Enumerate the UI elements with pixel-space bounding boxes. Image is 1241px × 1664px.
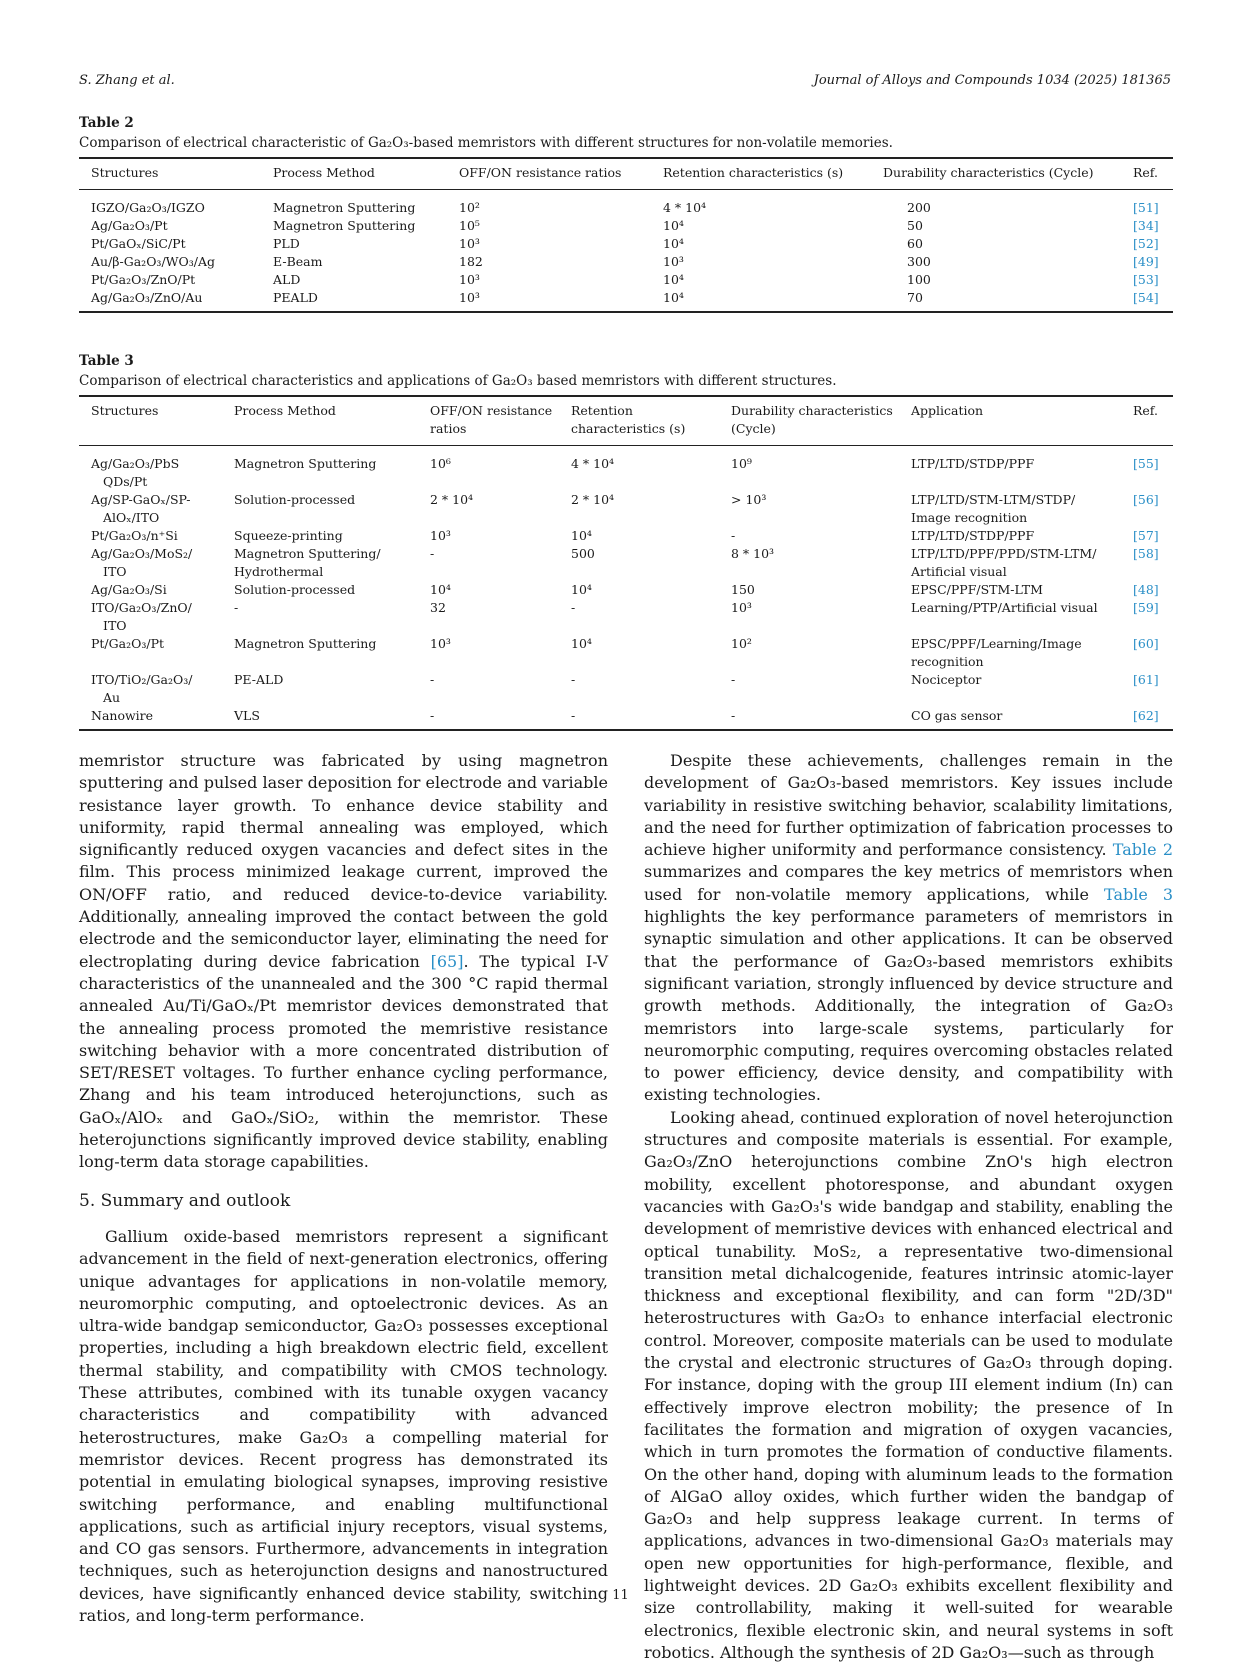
table-cell [559,707,719,730]
table-cell: PEALD [273,290,318,305]
cell-line: 8 * 10³ [731,546,775,561]
table-cell: Au/β-Ga₂O₃/WO₃/Ag [91,254,216,269]
cell-line: [57] [1133,528,1159,543]
table-cell [559,599,719,635]
cell-line: Ag/Ga₂O₃/PbS [91,456,180,471]
table-cell: 50 [907,218,923,233]
table-cell [899,527,1121,545]
table-cell [418,446,559,492]
cell-line: Magnetron Sputtering [234,456,377,471]
cell-line: Solution-processed [234,492,356,507]
table2-header-cell: OFF/ON resistance ratios [447,158,651,190]
table-row [79,545,1173,581]
table-cell [418,599,559,635]
table3-header-cell: Application [899,396,1121,446]
citation-link[interactable] [1121,527,1173,545]
cell-line: - [731,672,736,687]
table-cell: 10⁴ [663,272,684,287]
left-paragraph-2: Gallium oxide-based memristors represent a significant advancement in the field of next-generation electronics, offering unique advantages for applications in non-volatile memory, neuromorphic computing, and optoelectronic devices. As an ultra-wide bandgap semiconductor, Ga₂O₃ possesses exceptional properties, including a high breakdown electric field, excellent thermal stability, and compatibility with CMOS technology. These attributes, combined with its tunable oxygen vacancy characteristics and compatibility with advanced heterostructures, make Ga₂O₃ a compelling material for memristor devices. Recent progress has demonstrated its potential in emulating biological synapses, improving resistive switching performance, and enabling multifunctional applications, such as artificial injury receptors, visual systems, and CO gas sensors. Furthermore, advancements in integration techniques, such as heterojunction designs and nanostructured devices, have significantly enhanced device stability, switching ratios, and long-term performance. [79,1226,608,1625]
table3-link[interactable]: Table 3 [1104,884,1174,904]
table-cell [79,446,222,492]
cell-line: 2 * 10⁴ [571,492,615,507]
table-cell: 70 [907,290,923,305]
table-cell [719,599,899,635]
table-row [79,253,1173,271]
cell-line: 10⁴ [430,582,451,597]
cell-line: 10⁴ [571,636,592,651]
table-cell [899,707,1121,730]
table-row [79,289,1173,312]
cell-line: Squeeze-printing [234,528,343,543]
cell-line: - [571,708,576,723]
cell-line: ITO [103,618,127,633]
table-cell [79,545,222,581]
cell-line: - [571,600,576,615]
table-cell: PLD [273,236,300,251]
table-cell: 182 [459,254,483,269]
table-cell: 300 [907,254,931,269]
cell-line: 4 * 10⁴ [571,456,615,471]
table2-header-row [79,158,1173,190]
table-cell: E-Beam [273,254,323,269]
citation-link[interactable] [1121,635,1173,671]
table-cell [719,527,899,545]
table-cell [79,527,222,545]
cell-line: - [430,708,435,723]
cell-line: 10⁶ [430,456,451,471]
cell-line: 32 [430,600,446,615]
section-heading: 5. Summary and outlook [79,1190,291,1211]
cell-line: [58] [1133,546,1159,561]
table-cell [222,545,418,581]
table-cell [418,707,559,730]
cell-line: EPSC/PPF/Learning/Image [911,636,1082,651]
table3-header-cell: Retention characteristics (s) [559,396,719,446]
cell-line: Solution-processed [234,582,356,597]
cell-line: 150 [731,582,755,597]
table-cell: 10³ [459,236,480,251]
table-row [79,235,1173,253]
citation-link[interactable]: [34] [1133,218,1159,233]
cell-line: - [571,672,576,687]
table-row [79,599,1173,635]
table-cell [222,707,418,730]
table-cell [719,545,899,581]
table-cell [719,491,899,527]
cell-line: Learning/PTP/Artificial visual [911,600,1098,615]
table-cell: Magnetron Sputtering [273,218,416,233]
citation-link[interactable]: [54] [1133,290,1159,305]
table-cell [719,707,899,730]
cell-line: LTP/LTD/STDP/PPF [911,456,1035,471]
table3-header-cell: Ref. [1121,396,1173,446]
cell-line: QDs/Pt [103,474,148,489]
cell-line: AlOₓ/ITO [103,510,160,525]
cell-line: Nociceptor [911,672,982,687]
cell-line: Au [103,690,121,705]
cell-line: Image recognition [911,510,1028,525]
cell-line: - [731,708,736,723]
table-cell: 10³ [663,254,684,269]
table-cell [79,671,222,707]
citation-link[interactable] [1121,545,1173,581]
cell-line: 10⁴ [571,582,592,597]
table-row [79,671,1173,707]
table-cell: IGZO/Ga₂O₃/IGZO [91,200,205,215]
cell-line: 10³ [430,636,451,651]
table-cell [899,545,1121,581]
table-cell [559,671,719,707]
table-cell [899,599,1121,635]
table-cell: Magnetron Sputtering [273,200,416,215]
table2-caption: Comparison of electrical characteristic of Ga₂O₃-based memristors with different structures for non-volatile memories. [79,135,893,151]
table-cell [79,581,222,599]
cell-line: 10⁹ [731,456,752,471]
right-p1-text-c: highlights the key performance parameters of memristors in synaptic simulation and other applications. It can be observed that the performance of Ga₂O₃-based memristors exhibits significant variation, strongly influenced by device structure and growth methods. Additionally, the integration of Ga₂O₃ memristors into large-scale systems, particularly for neuromorphic computing, requires overcoming obstacles related to power efficiency, device density, and compatibility with existing technologies. [644,907,1173,1105]
table-cell [719,446,899,492]
cell-line: > 10³ [731,492,767,507]
table-cell: 10² [459,200,480,215]
table2-caption-block [79,115,1173,151]
cell-line: recognition [911,654,984,669]
citation-link-65[interactable]: [65] [430,951,464,971]
table-cell: ALD [273,272,301,287]
citation-link[interactable]: [52] [1133,236,1159,251]
cell-line: ITO [103,564,127,579]
cell-line: 500 [571,546,595,561]
table-cell [418,545,559,581]
cell-line: - [234,600,239,615]
cell-line: PE-ALD [234,672,284,687]
cell-line: CO gas sensor [911,708,1003,723]
table-cell: 10⁴ [663,290,684,305]
table-cell: 10⁵ [459,218,480,233]
table-cell [719,581,899,599]
table-cell [222,446,418,492]
right-column [644,750,1173,1664]
cell-line: [61] [1133,672,1159,687]
cell-line: [55] [1133,456,1159,471]
cell-line: - [731,528,736,543]
citation-link[interactable]: [53] [1133,272,1159,287]
cell-line: 10⁴ [571,528,592,543]
citation-link[interactable]: [51] [1133,200,1159,215]
table2-header-cell: Retention characteristics (s) [651,158,871,190]
right-p1-text-b: summarizes and compares the key metrics of memristors when used for non-volatile memory applications, while [644,862,1173,904]
table-cell [899,446,1121,492]
left-paragraph-1 [79,750,608,1174]
left-p1-text: memristor structure was fabricated by using magnetron sputtering and pulsed laser deposition for electrode and variable resistance layer growth. To enhance device stability and uniformity, rapid thermal annealing was employed, which significantly reduced oxygen vacancies and defect sites in the film. This process minimized leakage current, improved the ON/OFF ratio, and reduced device-to-device variability. Additionally, annealing improved the contact between the gold electrode and the semiconductor layer, eliminating the need for electroplating during device fabrication [79,751,608,971]
table3-header-cell: Process Method [222,396,418,446]
table-cell [222,671,418,707]
cell-line: [59] [1133,600,1159,615]
table2-header-cell: Structures [79,158,261,190]
table-row [79,271,1173,289]
cell-line: 10² [731,636,752,651]
table3-header-cell: Structures [79,396,222,446]
cell-line: Ag/SP-GaOₓ/SP- [91,492,191,507]
table2-label: Table 2 [79,115,134,131]
cell-line: Nanowire [91,708,154,723]
cell-line: Ag/Ga₂O₃/Si [91,582,167,597]
table-cell [418,635,559,671]
table2-link[interactable]: Table 2 [1112,840,1174,860]
citation-link[interactable] [1121,671,1173,707]
table-cell: 10³ [459,290,480,305]
left-p1-text-rest: . The typical I-V characteristics of the unannealed and the 300 °C rapid thermal annealed Au/Ti/GaOₓ/Pt memristor devices demonstrated that the annealing process promoted the memristive resistance switching behavior with a more concentrated distribution of SET/RESET voltages. To further enhance cycling performance, Zhang and his team introduced heterojunctions, such as GaOₓ/AlOₓ and GaOₓ/SiO₂, within the memristor. These heterojunctions significantly improved device stability, enabling long-term data storage capabilities. [79,951,608,1172]
citation-link[interactable] [1121,599,1173,635]
table-row [79,527,1173,545]
table-cell [418,491,559,527]
citation-link[interactable] [1121,491,1173,527]
table-cell [79,707,222,730]
cell-line: 2 * 10⁴ [430,492,474,507]
table-cell [719,671,899,707]
table-cell [418,581,559,599]
right-p1-text-a: Despite these achievements, challenges remain in the development of Ga₂O₃-based memristors. Key issues include variability in resistive switching behavior, scalability limitations, and the need for further optimization of fabrication processes to achieve higher uniformity and performance consistency. [644,751,1173,860]
cell-line: Magnetron Sputtering [234,636,377,651]
table-cell [418,527,559,545]
table2-header-cell: Durability characteristics (Cycle) [871,158,1121,190]
table-cell [222,581,418,599]
table2-header-cell: Ref. [1121,158,1173,190]
table-cell: 60 [907,236,923,251]
table-cell [899,671,1121,707]
cell-line: Pt/Ga₂O₃/n⁺Si [91,528,178,543]
table-row [79,217,1173,235]
table-cell: Pt/Ga₂O₃/ZnO/Pt [91,272,196,287]
table-cell [222,599,418,635]
cell-line: [56] [1133,492,1159,507]
table3-caption: Comparison of electrical characteristics and applications of Ga₂O₃ based memristors with different structures. [79,373,837,389]
table-cell [79,599,222,635]
table-cell: 10³ [459,272,480,287]
table-row [79,635,1173,671]
table-cell: Ag/Ga₂O₃/Pt [91,218,168,233]
table-row [79,190,1173,218]
table-cell [79,491,222,527]
table-cell [899,635,1121,671]
table-cell [222,491,418,527]
left-column [79,750,608,1627]
cell-line: EPSC/PPF/STM-LTM [911,582,1043,597]
cell-line: Ag/Ga₂O₃/MoS₂/ [91,546,193,561]
table-cell: 10⁴ [663,218,684,233]
cell-line: [62] [1133,708,1159,723]
cell-line: ITO/Ga₂O₃/ZnO/ [91,600,192,615]
cell-line: 10³ [430,528,451,543]
table3-header-cell: OFF/ON resistance ratios [418,396,559,446]
table-cell: 4 * 10⁴ [663,200,707,215]
table-cell [418,671,559,707]
table-cell [559,545,719,581]
table-cell: Ag/Ga₂O₃/ZnO/Au [91,290,203,305]
running-header-authors: S. Zhang et al. [79,73,175,88]
page-number: 11 [612,1588,629,1603]
cell-line: LTP/LTD/STM-LTM/STDP/ [911,492,1076,507]
cell-line: [60] [1133,636,1159,651]
cell-line: Artificial visual [911,564,1007,579]
table-row [79,446,1173,492]
table-cell [719,635,899,671]
table2-header-cell: Process Method [261,158,447,190]
table-cell [222,527,418,545]
table3-header-row [79,396,1173,446]
citation-link[interactable] [1121,707,1173,730]
table-cell: 10⁴ [663,236,684,251]
citation-link[interactable] [1121,446,1173,492]
table-cell [559,446,719,492]
table-row [79,581,1173,599]
cell-line: VLS [234,708,260,723]
cell-line: LTP/LTD/STDP/PPF [911,528,1035,543]
cell-line: 10³ [731,600,752,615]
cell-line: - [430,672,435,687]
cell-line: [48] [1133,582,1159,597]
cell-line: Pt/Ga₂O₃/Pt [91,636,164,651]
citation-link[interactable]: [49] [1133,254,1159,269]
table-cell [559,635,719,671]
citation-link[interactable] [1121,581,1173,599]
table3-caption-block [79,353,1173,389]
table3-label: Table 3 [79,353,134,369]
table3 [79,395,1173,731]
table-cell [79,635,222,671]
running-header-journal: Journal of Alloys and Compounds 1034 (2025) 181365 [813,73,1171,88]
table-row [79,707,1173,730]
cell-line: Magnetron Sputtering/ [234,546,381,561]
table-cell: 100 [907,272,931,287]
table-cell: 200 [907,200,931,215]
cell-line: - [430,546,435,561]
table-cell: Pt/GaOₓ/SiC/Pt [91,236,186,251]
table-cell [559,491,719,527]
table-cell [899,581,1121,599]
table-row [79,491,1173,527]
table-cell [559,581,719,599]
table2 [79,157,1173,313]
table-cell [222,635,418,671]
table-cell [559,527,719,545]
right-paragraph-1 [644,750,1173,1107]
table-cell [899,491,1121,527]
cell-line: LTP/LTD/PPF/PPD/STM-LTM/ [911,546,1097,561]
right-paragraph-2: Looking ahead, continued exploration of novel heterojunction structures and composite materials is essential. For example, Ga₂O₃/ZnO heterojunctions combine ZnO's high electron mobility, excellent photoresponse, and abundant oxygen vacancies with Ga₂O₃'s wide bandgap and stability, enabling the development of memristive devices with enhanced electrical and optical tunability. MoS₂, a representative two-dimensional transition metal dichalcogenide, features intrinsic atomic-layer thickness and exceptional flexibility, and can form "2D/3D" heterostructures with Ga₂O₃ to enhance interfacial electronic control. Moreover, composite materials can be used to modulate the crystal and electronic structures of Ga₂O₃ through doping. For instance, doping with the group III element indium (In) can effectively improve electron mobility; the presence of In facilitates the formation and migration of oxygen vacancies, which in turn promotes the formation of conductive filaments. On the other hand, doping with aluminum leads to the formation of AlGaO alloy oxides, which further widen the bandgap of Ga₂O₃ and help suppress leakage current. In terms of applications, advances in two-dimensional Ga₂O₃ materials may open new opportunities for high-performance, flexible, and lightweight devices. 2D Ga₂O₃ exhibits excellent flexibility and size controllability, making it well-suited for wearable electronics, flexible electronic skin, and neural systems in soft robotics. Although the synthesis of 2D Ga₂O₃—such as through [644,1107,1173,1662]
table3-header-cell: Durability characteristics (Cycle) [719,396,899,446]
cell-line: ITO/TiO₂/Ga₂O₃/ [91,672,193,687]
cell-line: Hydrothermal [234,564,324,579]
